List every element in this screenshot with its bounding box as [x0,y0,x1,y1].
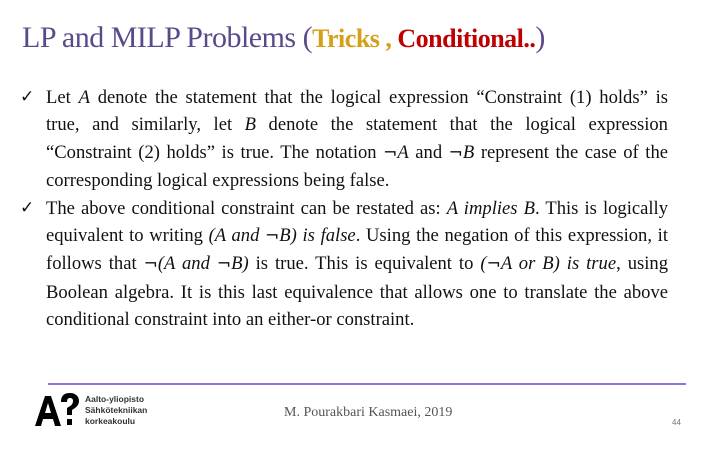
slide-title [22,18,712,59]
negation-symbol: ¬ [486,254,501,275]
logo-line-1: Aalto-yliopisto [85,394,145,404]
logo-text [85,394,147,427]
title-conditional: Conditional.. [391,24,536,53]
negation-symbol: ¬ [216,254,232,275]
aalto-logo [35,392,185,432]
text-run: The above conditional constraint can be restated as: [46,197,447,219]
italic-expression: B) [231,253,249,275]
text-run: and [408,141,449,163]
bullet-item-1 [20,84,668,195]
checkmark-icon: ✓ [20,87,35,107]
text-run: Let [46,87,79,108]
bullet-list [20,84,668,334]
title-close: ) [535,21,545,54]
symbol-a: A [78,87,90,108]
bullet-item-2 [20,195,668,334]
negation-symbol: ¬ [383,142,398,163]
text-run: denote the statement that the logical expression “Constraint (1) holds” is true, and similarly, let [46,87,668,136]
italic-expression: A or B) is true [500,253,617,275]
negation-symbol: ¬ [143,254,158,275]
symbol-b: B [244,114,257,136]
negation-symbol: ¬ [265,226,280,247]
logo-line-2: Sähkötekniikan [85,405,148,415]
text-run: . This is logically equivalent to writing [46,197,669,247]
symbol-b: B [462,141,475,163]
bullet1-text [46,87,668,191]
page-number: 44 [672,418,681,427]
bullet2-text [46,198,668,331]
symbol-a: A [397,141,409,163]
italic-expression: (A and [208,225,266,247]
italic-expression: B) is false [279,225,356,247]
text-run: denote the statement that the logical expression “Constraint (2) holds” is true. The notation [46,114,668,163]
text-run: is true. This is equivalent to [248,253,481,275]
text-run: represent the case of the corresponding logical expressions being false. [46,141,668,192]
title-tricks: Tricks , [312,24,392,53]
italic-expression: A implies B [446,197,535,219]
aalto-logo-icon [35,392,79,428]
italic-expression: (A and [157,253,217,275]
footer-author: M. Pourakbari Kasmaei, 2019 [284,405,453,420]
checkmark-icon: ✓ [20,197,35,218]
text-run: , using Boolean algebra. It is this last equivalence that allows one to translate the above conditional constraint into an either-or constraint. [46,253,669,331]
italic-expression: ( [480,253,487,275]
title-main: LP and MILP Problems ( [22,21,313,54]
logo-line-3: korkeakoulu [85,416,136,426]
negation-symbol: ¬ [448,142,463,163]
text-run: . Using the negation of this expression, it follows that [46,225,668,275]
divider-line [48,383,686,385]
